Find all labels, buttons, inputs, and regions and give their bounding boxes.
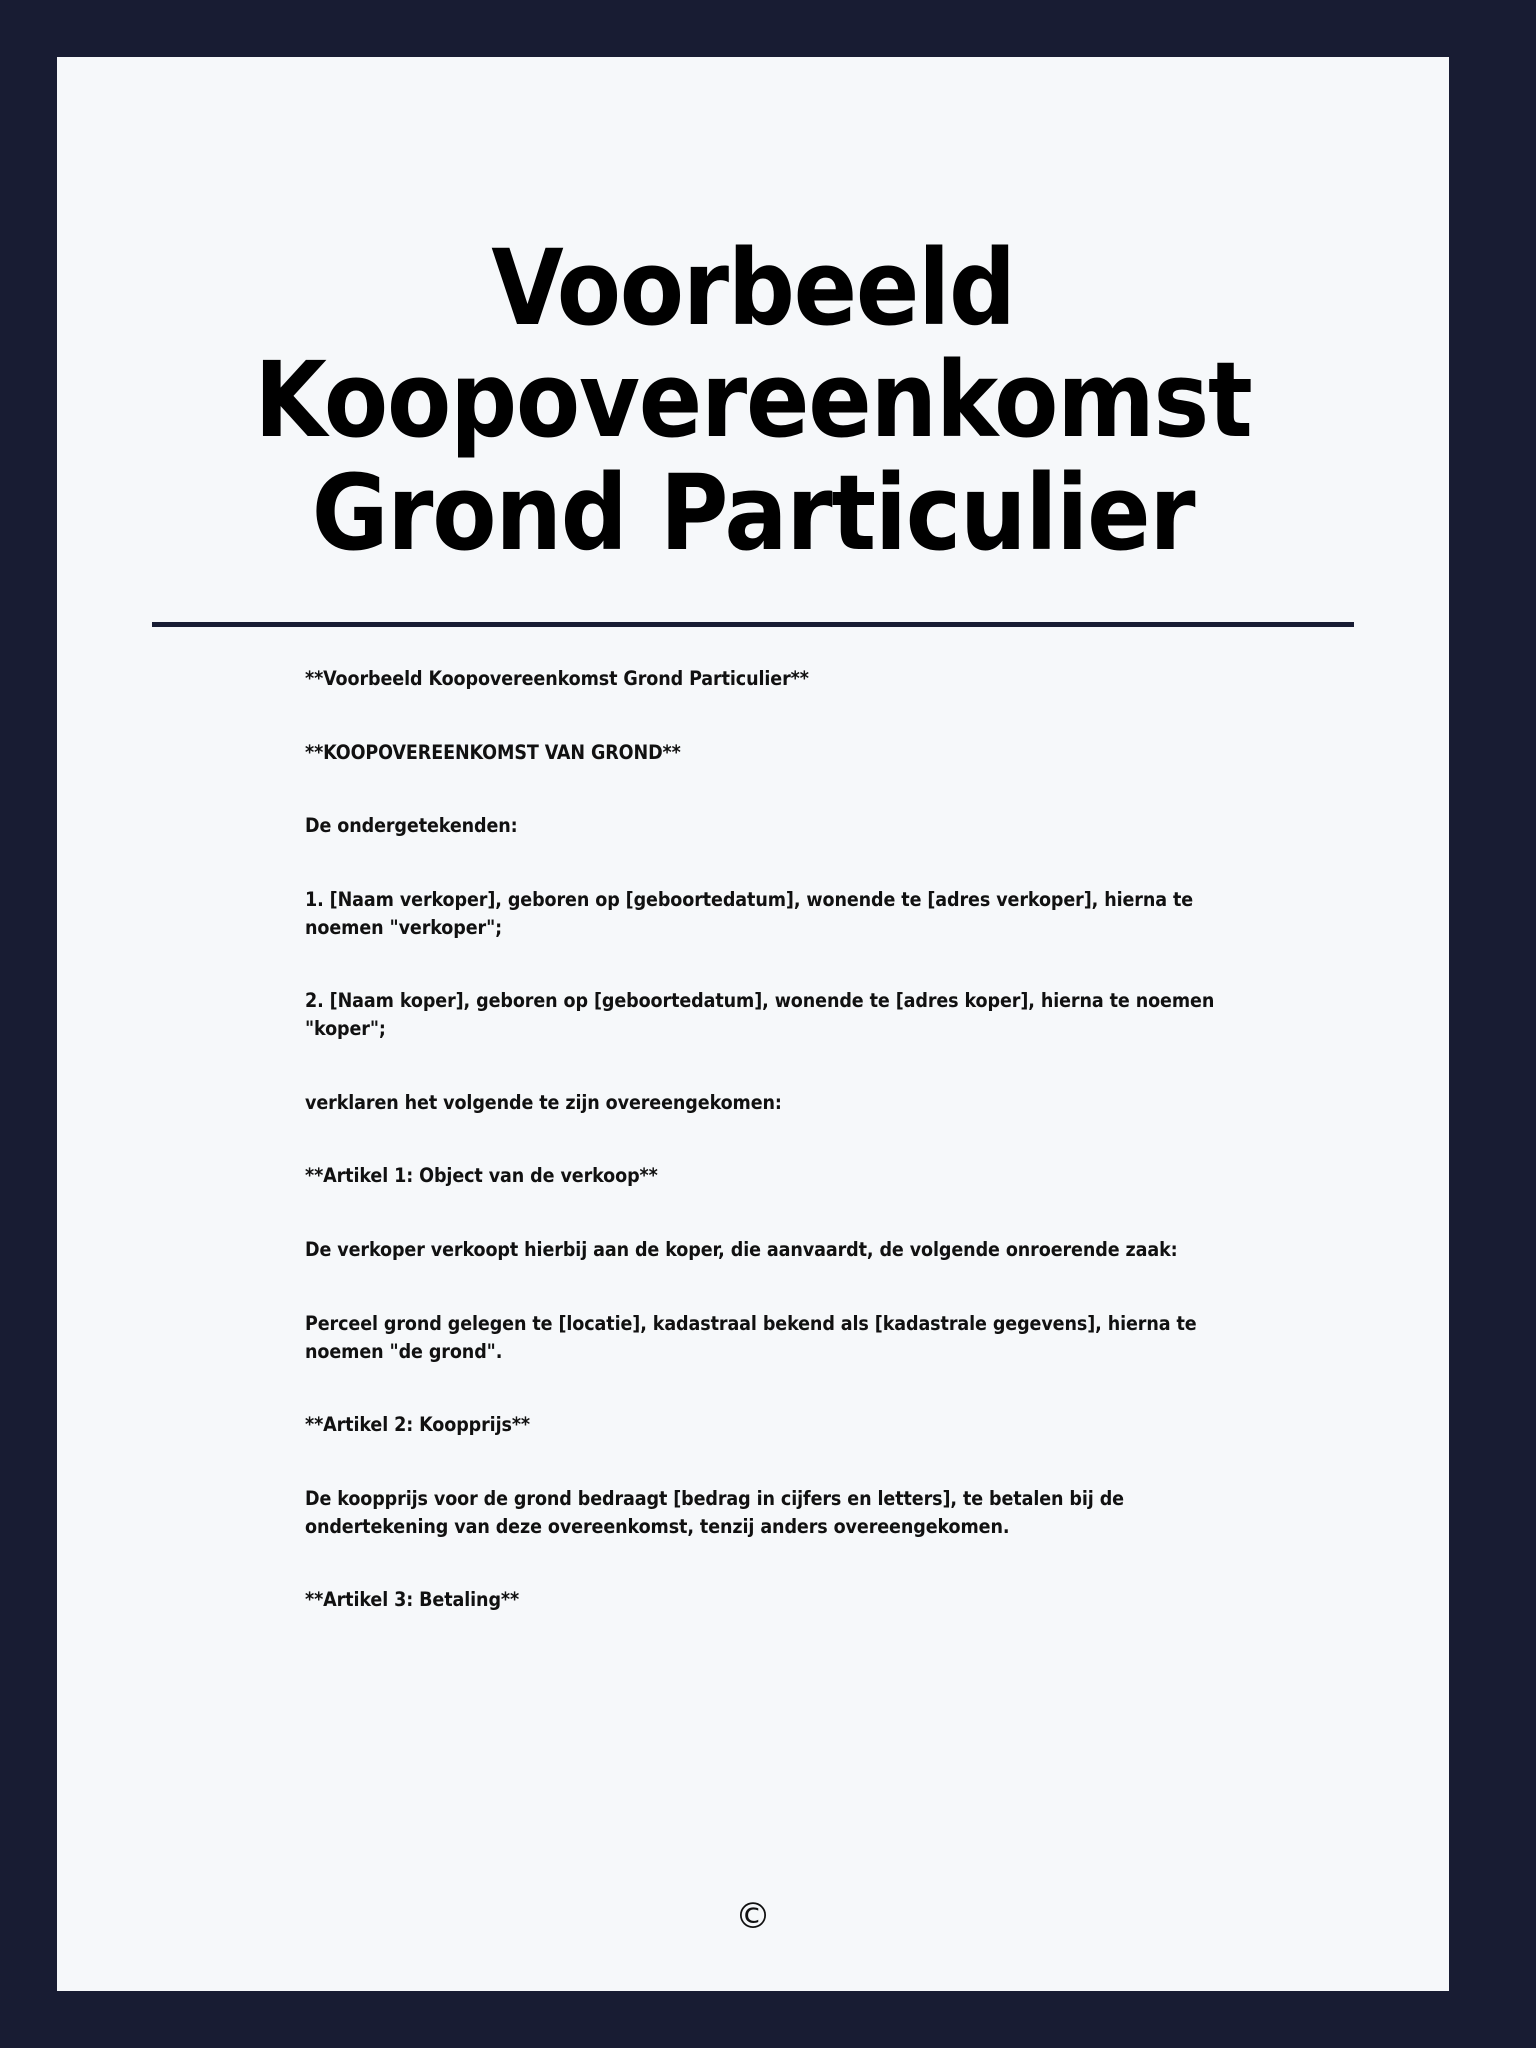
title-block <box>57 57 1449 574</box>
paragraph: **Artikel 3: Betaling** <box>305 1588 520 1612</box>
document-body <box>57 627 1449 1614</box>
document-page <box>57 57 1449 1991</box>
paragraph: **Artikel 1: Object van de verkoop** <box>305 1164 658 1188</box>
paragraph: verklaren het volgende te zijn overeengekomen: <box>305 1090 782 1114</box>
paragraph: De koopprijs voor de grond bedraagt [bedrag in cijfers en letters], te betalen bij de ondertekening van deze overeenkomst, tenzij anders overeengekomen. <box>305 1486 1124 1538</box>
paragraph: **KOOPOVEREENKOMST VAN GROND** <box>305 740 681 764</box>
paragraph: 1. [Naam verkoper], geboren op [geboortedatum], wonende te [adres verkoper], hierna te noemen "verkoper"; <box>305 888 1194 939</box>
paragraph: **Voorbeeld Koopovereenkomst Grond Particulier** <box>305 666 809 690</box>
paragraph: De verkoper verkoopt hierbij aan de koper, die aanvaardt, de volgende onroerende zaak: <box>305 1238 1178 1262</box>
paragraph: **Artikel 2: Koopprijs** <box>305 1413 530 1437</box>
page-title: Voorbeeld Koopovereenkomst Grond Particulier <box>254 227 1252 574</box>
document-footer <box>57 1896 1449 1937</box>
copyright-icon: © <box>735 1896 771 1937</box>
paragraph: 2. [Naam koper], geboren op [geboortedatum], wonende te [adres koper], hierna te noemen "koper"; <box>305 989 1215 1041</box>
paragraph: Perceel grond gelegen te [locatie], kadastraal bekend als [kadastrale gegevens], hierna te noemen "de grond". <box>305 1311 1197 1363</box>
paragraph: De ondergetekenden: <box>305 814 518 838</box>
